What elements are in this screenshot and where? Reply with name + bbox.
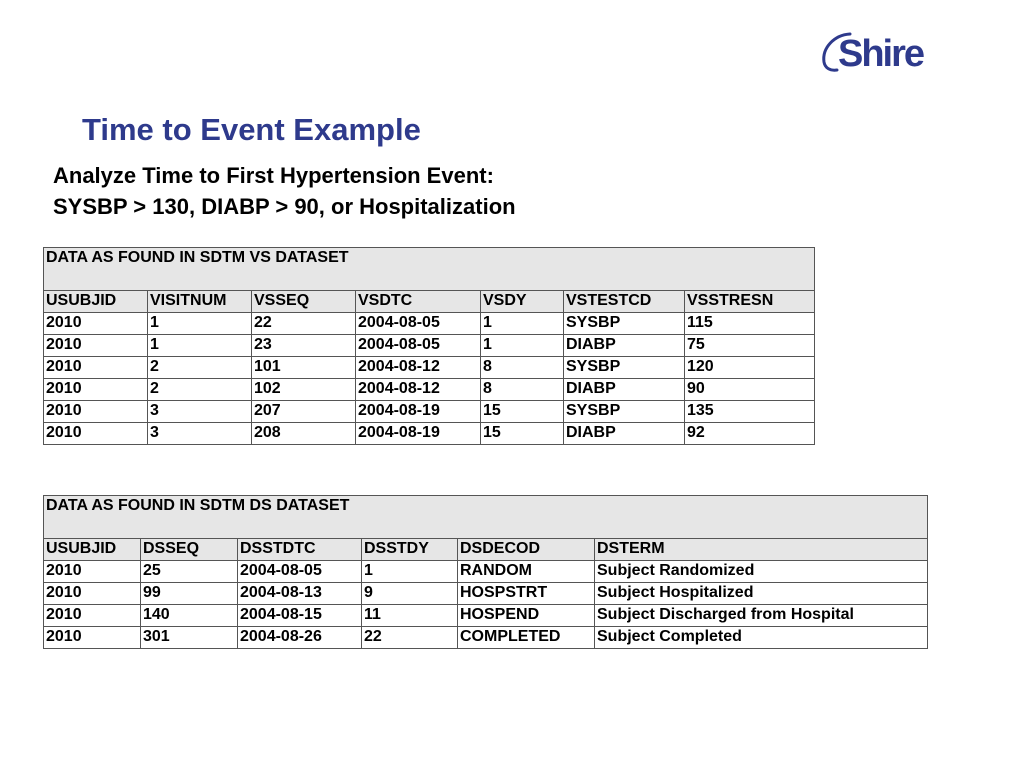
table-cell: 2004-08-15 <box>238 605 362 627</box>
slide-subtitle <box>53 160 516 222</box>
table-cell: 25 <box>141 561 238 583</box>
table-cell: 207 <box>252 401 356 423</box>
table-cell: 2004-08-19 <box>356 401 481 423</box>
table-cell: COMPLETED <box>458 627 595 649</box>
table-cell: 22 <box>252 313 356 335</box>
subtitle-line-2: SYSBP > 130, DIABP > 90, or Hospitalization <box>53 194 516 219</box>
table-cell: 102 <box>252 379 356 401</box>
slide-title: Time to Event Example <box>82 112 421 147</box>
table-row <box>44 379 815 401</box>
subtitle-line-1: Analyze Time to First Hypertension Event: <box>53 163 494 188</box>
table-header-row <box>44 291 815 313</box>
shire-logo <box>820 30 950 74</box>
table-cell: 2 <box>148 357 252 379</box>
table-cell: 208 <box>252 423 356 445</box>
table-caption-row <box>44 248 815 291</box>
table-cell: SYSBP <box>564 401 685 423</box>
table-row <box>44 335 815 357</box>
table-cell: 2010 <box>44 561 141 583</box>
table-cell: 3 <box>148 401 252 423</box>
table-cell: HOSPSTRT <box>458 583 595 605</box>
table-cell: HOSPEND <box>458 605 595 627</box>
table-cell: 9 <box>362 583 458 605</box>
column-header: DSTERM <box>595 539 928 561</box>
table-cell: 2010 <box>44 357 148 379</box>
column-header: DSSTDTC <box>238 539 362 561</box>
column-header: VISITNUM <box>148 291 252 313</box>
column-header: VSDTC <box>356 291 481 313</box>
table-cell: 2004-08-05 <box>356 313 481 335</box>
table-cell: DIABP <box>564 423 685 445</box>
table-cell: 2010 <box>44 401 148 423</box>
table-cell: 99 <box>141 583 238 605</box>
table-cell: Subject Randomized <box>595 561 928 583</box>
table-cell: 11 <box>362 605 458 627</box>
table-cell: Subject Discharged from Hospital <box>595 605 928 627</box>
table-caption-row <box>44 496 928 539</box>
table-cell: 23 <box>252 335 356 357</box>
table-cell: 120 <box>685 357 815 379</box>
column-header: VSTESTCD <box>564 291 685 313</box>
ds-table-caption: DATA AS FOUND IN SDTM DS DATASET <box>44 496 928 539</box>
table-cell: 1 <box>362 561 458 583</box>
table-cell: 2004-08-19 <box>356 423 481 445</box>
table-row <box>44 605 928 627</box>
table-row <box>44 627 928 649</box>
table-cell: 140 <box>141 605 238 627</box>
table-header-row <box>44 539 928 561</box>
table-cell: 1 <box>481 313 564 335</box>
table-cell: 75 <box>685 335 815 357</box>
column-header: DSSEQ <box>141 539 238 561</box>
table-cell: 2010 <box>44 627 141 649</box>
table-cell: 301 <box>141 627 238 649</box>
table-cell: 2010 <box>44 379 148 401</box>
table-row <box>44 561 928 583</box>
table-cell: SYSBP <box>564 313 685 335</box>
table-cell: 2010 <box>44 605 141 627</box>
vs-dataset-table <box>43 247 815 445</box>
column-header: USUBJID <box>44 291 148 313</box>
table-cell: 90 <box>685 379 815 401</box>
table-cell: 2 <box>148 379 252 401</box>
table-row <box>44 423 815 445</box>
table-cell: 2004-08-26 <box>238 627 362 649</box>
table-cell: 135 <box>685 401 815 423</box>
logo-text: Shire <box>838 33 924 74</box>
table-cell: 92 <box>685 423 815 445</box>
table-cell: Subject Hospitalized <box>595 583 928 605</box>
table-cell: 115 <box>685 313 815 335</box>
table-cell: DIABP <box>564 379 685 401</box>
table-row <box>44 401 815 423</box>
table-cell: 2004-08-12 <box>356 379 481 401</box>
column-header: USUBJID <box>44 539 141 561</box>
table-cell: SYSBP <box>564 357 685 379</box>
table-cell: 2010 <box>44 423 148 445</box>
column-header: DSSTDY <box>362 539 458 561</box>
vs-table-caption: DATA AS FOUND IN SDTM VS DATASET <box>44 248 815 291</box>
table-cell: RANDOM <box>458 561 595 583</box>
column-header: VSDY <box>481 291 564 313</box>
table-cell: 2010 <box>44 583 141 605</box>
table-cell: 101 <box>252 357 356 379</box>
table-cell: 2010 <box>44 313 148 335</box>
column-header: DSDECOD <box>458 539 595 561</box>
table-cell: 2004-08-13 <box>238 583 362 605</box>
table-cell: 15 <box>481 401 564 423</box>
table-cell: 2004-08-12 <box>356 357 481 379</box>
table-cell: 1 <box>148 335 252 357</box>
table-cell: 15 <box>481 423 564 445</box>
table-row <box>44 313 815 335</box>
table-cell: 3 <box>148 423 252 445</box>
table-cell: 1 <box>148 313 252 335</box>
table-cell: DIABP <box>564 335 685 357</box>
table-cell: Subject Completed <box>595 627 928 649</box>
column-header: VSSEQ <box>252 291 356 313</box>
table-row <box>44 583 928 605</box>
table-cell: 1 <box>481 335 564 357</box>
table-cell: 8 <box>481 357 564 379</box>
table-cell: 2010 <box>44 335 148 357</box>
table-cell: 8 <box>481 379 564 401</box>
table-cell: 2004-08-05 <box>356 335 481 357</box>
column-header: VSSTRESN <box>685 291 815 313</box>
table-row <box>44 357 815 379</box>
table-cell: 22 <box>362 627 458 649</box>
ds-dataset-table <box>43 495 928 649</box>
table-cell: 2004-08-05 <box>238 561 362 583</box>
